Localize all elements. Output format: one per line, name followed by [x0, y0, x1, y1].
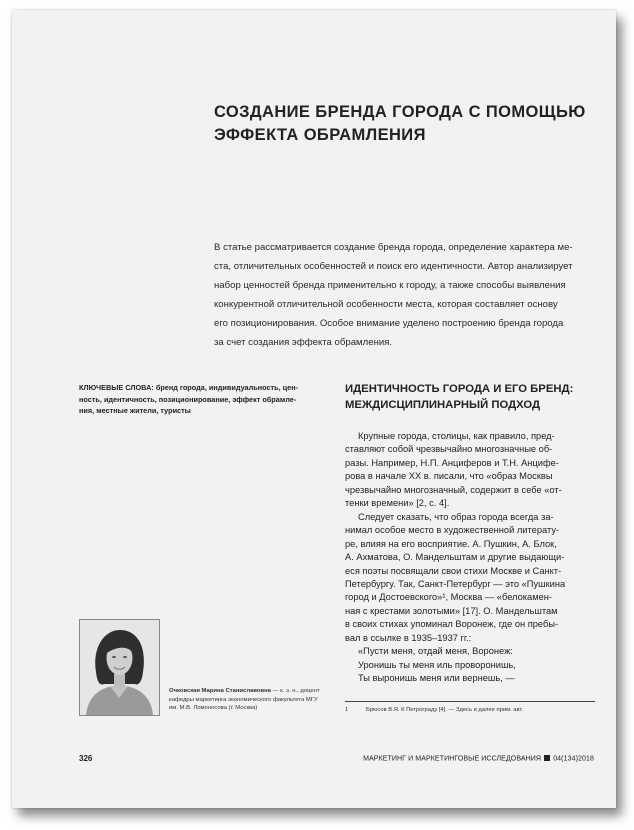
- body-line: Следует сказать, что образ города всегда за-: [358, 511, 554, 522]
- footnote-divider: [345, 701, 595, 702]
- author-bio: [169, 687, 339, 713]
- body-line: А. Ахматова, О. Мандельштам и другие выдающи-: [345, 552, 565, 563]
- body-line: чрезвычайно многозначный, содержит в себе «от-: [345, 484, 562, 495]
- body-line: ре, влияя на его восприятие. А. Пушкин, А. Блок,: [345, 538, 557, 549]
- journal-page: [12, 10, 616, 808]
- author-bio-line: кафедры маркетинга экономического факультета МГУ: [169, 696, 318, 703]
- body-line: нимал особое место в художественной литерату-: [345, 525, 560, 536]
- body-line: ставляют собой чрезвычайно многозначные об-: [345, 444, 553, 455]
- keywords-line: ность, идентичность, позиционирование, эффект обрамле-: [79, 394, 297, 404]
- footnote: [345, 706, 595, 714]
- author-bio-line: им. М.В. Ломоносова (г. Москва): [169, 705, 258, 711]
- poem-line: Уронишь ты меня иль проворонишь,: [358, 659, 516, 670]
- article-abstract: [214, 238, 592, 353]
- article-title: [214, 101, 594, 147]
- body-line: Петербургу. Так, Санкт-Петербург — это «Пушкина: [345, 578, 566, 589]
- body-line: Крупные города, столицы, как правило, пред-: [358, 431, 555, 441]
- footnote-number: 1: [345, 707, 349, 713]
- journal-issue: 04(134)2018: [553, 755, 594, 763]
- body-line: рова в начале XX в. писали, что «образ Москвы: [345, 471, 553, 482]
- keywords-block: [79, 382, 319, 417]
- page-number: 326: [79, 754, 93, 763]
- journal-footer: [363, 755, 594, 763]
- section-heading: [345, 382, 605, 413]
- author-name: Очковская Марина Станиславовна: [169, 688, 271, 694]
- body-line: в своих стихах упоминал Воронеж, где он пребы-: [345, 619, 559, 630]
- section-heading-line: МЕЖДИСЦИПЛИНАРНЫЙ ПОДХОД: [345, 398, 541, 411]
- abstract-line: конкурентной отличительной особенности места, которая составляет основу: [214, 299, 558, 311]
- keywords-line: КЛЮЧЕВЫЕ СЛОВА: бренд города, индивидуальность, цен-: [79, 383, 299, 392]
- poem-line: Ты выронишь меня или вернешь, —: [358, 673, 515, 684]
- abstract-line: за счет создания эффекта обрамления.: [214, 337, 393, 349]
- article-title-line: СОЗДАНИЕ БРЕНДА ГОРОДА С ПОМОЩЬЮ: [214, 103, 586, 121]
- keywords-line: ния, местные жители, туристы: [79, 406, 191, 415]
- body-line: вал в ссылке в 1935–1937 гг.:: [345, 632, 472, 643]
- body-line: еся поэты посвящали свои стихи Москве и Санкт-: [345, 565, 562, 576]
- author-bio-line: Очковская Марина Станиславовна — к. э. н., доцент: [169, 688, 320, 694]
- section-heading-line: ИДЕНТИЧНОСТЬ ГОРОДА И ЕГО БРЕНД:: [345, 383, 574, 395]
- body-line: тенки времени» [2, с. 4].: [345, 498, 450, 509]
- author-photo: [79, 619, 160, 716]
- abstract-line: В статье рассматривается создание бренда города, определение характера ме-: [214, 242, 573, 253]
- abstract-line: набор ценностей бренда применительно к городу, а также способы выявления: [214, 280, 566, 292]
- body-line: ная с крестами золотыми» [17]. О. Мандельштам: [345, 605, 558, 616]
- section-body: [345, 430, 595, 686]
- article-title-line: ЭФФЕКТА ОБРАМЛЕНИЯ: [214, 126, 426, 144]
- body-line: разы. Например, Н.П. Анциферов и Т.Н. Анцифе-: [345, 457, 559, 468]
- abstract-line: ста, отличительных особенностей и поиск его идентичности. Автор анализирует: [214, 261, 573, 273]
- footnote-text: Брюсов В.Я. К Петрограду [4]. — Здесь и далее прим. авт.: [366, 707, 524, 713]
- square-bullet-icon: [544, 755, 550, 761]
- poem-line: «Пусти меня, отдай меня, Воронеж:: [358, 646, 513, 657]
- journal-name: МАРКЕТИНГ И МАРКЕТИНГОВЫЕ ИССЛЕДОВАНИЯ: [363, 755, 542, 763]
- body-line: город и Достоевского»¹, Москва — «белокамен-: [345, 592, 552, 603]
- abstract-line: его позиционирования. Особое внимание уделено построению бренда города: [214, 318, 564, 330]
